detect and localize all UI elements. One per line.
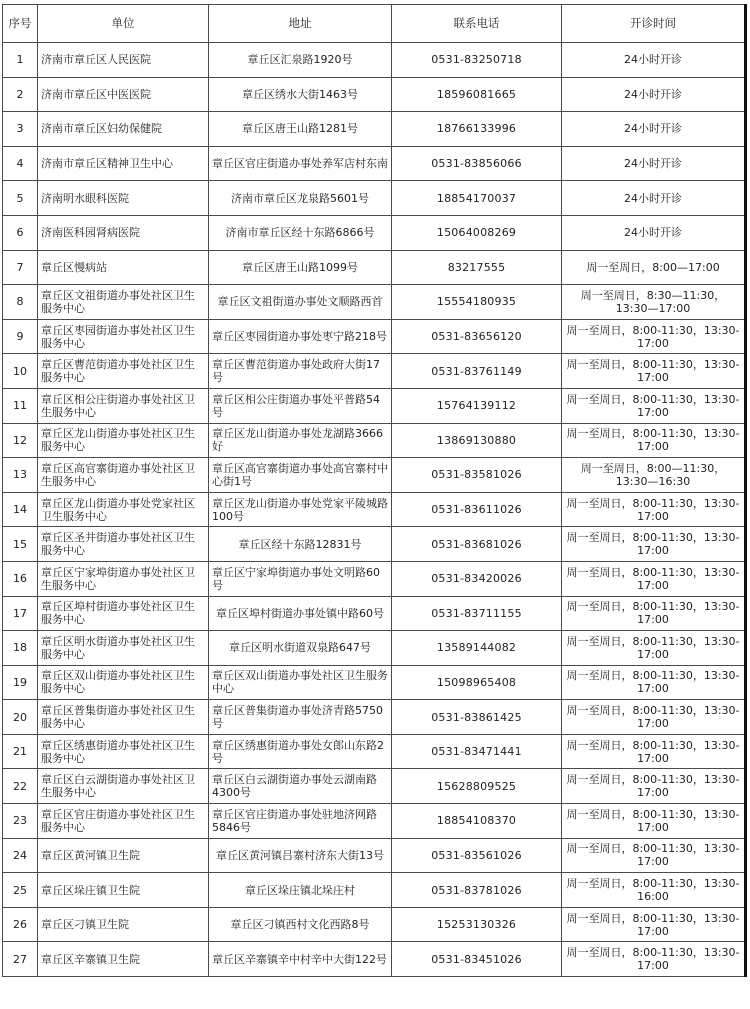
- unit-name-cell: 章丘区官庄街道办事处社区卫生服务中心: [38, 804, 209, 839]
- address-cell: 章丘区辛寨镇辛中村辛中大街122号: [209, 942, 392, 977]
- address-cell: 济南市章丘区龙泉路5601号: [209, 181, 392, 216]
- unit-name-cell: 济南市章丘区人民医院: [38, 43, 209, 78]
- table-row: [3, 873, 745, 908]
- hours-cell: 周一至周日，8:00-11:30，13:30-17:00: [562, 492, 745, 527]
- clinic-table: [2, 4, 745, 977]
- unit-name-cell: 章丘区圣井街道办事处社区卫生服务中心: [38, 527, 209, 562]
- phone-cell: 0531-83611026: [392, 492, 562, 527]
- phone-cell: 0531-83471441: [392, 734, 562, 769]
- phone-cell: 0531-83781026: [392, 873, 562, 908]
- hours-cell: 24小时开诊: [562, 181, 745, 216]
- unit-name-cell: 章丘区相公庄街道办事处社区卫生服务中心: [38, 388, 209, 423]
- unit-name-cell: 济南市章丘区中医医院: [38, 77, 209, 112]
- hours-cell: 周一至周日，8:00-11:30，13:30-17:00: [562, 665, 745, 700]
- phone-cell: 0531-83420026: [392, 561, 562, 596]
- unit-name-cell: 章丘区辛寨镇卫生院: [38, 942, 209, 977]
- address-cell: 章丘区官庄街道办事处养军店村东南: [209, 146, 392, 181]
- phone-cell: 13869130880: [392, 423, 562, 458]
- table-row: [3, 423, 745, 458]
- unit-name-cell: 章丘区枣园街道办事处社区卫生服务中心: [38, 319, 209, 354]
- unit-name-cell: 章丘区文祖街道办事处社区卫生服务中心: [38, 285, 209, 320]
- address-cell: 章丘区相公庄街道办事处平普路54号: [209, 388, 392, 423]
- hours-cell: 周一至周日，8:00-11:30，13:30-17:00: [562, 769, 745, 804]
- header-hours: 开诊时间: [562, 5, 745, 43]
- unit-name-cell: 章丘区曹范街道办事处社区卫生服务中心: [38, 354, 209, 389]
- row-number-cell: 24: [3, 838, 38, 873]
- header-phone: 联系电话: [392, 5, 562, 43]
- clinic-table-sheet: [2, 4, 744, 977]
- unit-name-cell: 章丘区绣惠街道办事处社区卫生服务中心: [38, 734, 209, 769]
- table-body: [3, 43, 745, 977]
- row-number-cell: 18: [3, 631, 38, 666]
- phone-cell: 18854170037: [392, 181, 562, 216]
- table-row: [3, 596, 745, 631]
- table-row: [3, 734, 745, 769]
- address-cell: 章丘区曹范街道办事处政府大街17号: [209, 354, 392, 389]
- row-number-cell: 26: [3, 907, 38, 942]
- right-frame-border: [744, 4, 747, 977]
- phone-cell: 0531-83581026: [392, 458, 562, 493]
- hours-cell: 24小时开诊: [562, 43, 745, 78]
- phone-cell: 15764139112: [392, 388, 562, 423]
- phone-cell: 0531-83561026: [392, 838, 562, 873]
- unit-name-cell: 济南市章丘区妇幼保健院: [38, 112, 209, 147]
- address-cell: 章丘区经十东路12831号: [209, 527, 392, 562]
- row-number-cell: 14: [3, 492, 38, 527]
- hours-cell: 周一至周日，8:00-11:30，13:30-17:00: [562, 804, 745, 839]
- phone-cell: 18766133996: [392, 112, 562, 147]
- address-cell: 章丘区文祖街道办事处文顺路西首: [209, 285, 392, 320]
- row-number-cell: 8: [3, 285, 38, 320]
- phone-cell: 0531-83861425: [392, 700, 562, 735]
- table-row: [3, 942, 745, 977]
- unit-name-cell: 章丘区慢病站: [38, 250, 209, 285]
- address-cell: 章丘区唐王山路1099号: [209, 250, 392, 285]
- table-row: [3, 112, 745, 147]
- row-number-cell: 15: [3, 527, 38, 562]
- hours-cell: 周一至周日，8:00—11:30，13:30—16:30: [562, 458, 745, 493]
- hours-cell: 24小时开诊: [562, 215, 745, 250]
- table-row: [3, 527, 745, 562]
- phone-cell: 0531-83656120: [392, 319, 562, 354]
- table-row: [3, 458, 745, 493]
- hours-cell: 24小时开诊: [562, 146, 745, 181]
- header-no: 序号: [3, 5, 38, 43]
- table-row: [3, 43, 745, 78]
- table-row: [3, 319, 745, 354]
- address-cell: 章丘区埠村街道办事处镇中路60号: [209, 596, 392, 631]
- address-cell: 章丘区高官寨街道办事处高官寨村中心街1号: [209, 458, 392, 493]
- table-row: [3, 804, 745, 839]
- table-row: [3, 215, 745, 250]
- unit-name-cell: 章丘区埠村街道办事处社区卫生服务中心: [38, 596, 209, 631]
- address-cell: 章丘区明水街道双泉路647号: [209, 631, 392, 666]
- header-address: 地址: [209, 5, 392, 43]
- address-cell: 章丘区双山街道办事处社区卫生服务中心: [209, 665, 392, 700]
- address-cell: 章丘区宁家埠街道办事处文明路60号: [209, 561, 392, 596]
- table-row: [3, 146, 745, 181]
- hours-cell: 周一至周日，8:00-11:30，13:30-17:00: [562, 838, 745, 873]
- table-row: [3, 285, 745, 320]
- table-row: [3, 181, 745, 216]
- row-number-cell: 12: [3, 423, 38, 458]
- unit-name-cell: 章丘区双山街道办事处社区卫生服务中心: [38, 665, 209, 700]
- row-number-cell: 2: [3, 77, 38, 112]
- unit-name-cell: 章丘区明水街道办事处社区卫生服务中心: [38, 631, 209, 666]
- unit-name-cell: 济南医科园肾病医院: [38, 215, 209, 250]
- table-row: [3, 700, 745, 735]
- hours-cell: 24小时开诊: [562, 112, 745, 147]
- table-row: [3, 250, 745, 285]
- phone-cell: 0531-83451026: [392, 942, 562, 977]
- hours-cell: 周一至周日，8:30—11:30，13:30—17:00: [562, 285, 745, 320]
- row-number-cell: 3: [3, 112, 38, 147]
- address-cell: 章丘区龙山街道办事处龙湖路3666好: [209, 423, 392, 458]
- phone-cell: 15064008269: [392, 215, 562, 250]
- unit-name-cell: 章丘区黄河镇卫生院: [38, 838, 209, 873]
- hours-cell: 周一至周日，8:00—17:00: [562, 250, 745, 285]
- phone-cell: 0531-83681026: [392, 527, 562, 562]
- phone-cell: 0531-83250718: [392, 43, 562, 78]
- hours-cell: 周一至周日，8:00-11:30，13:30-17:00: [562, 423, 745, 458]
- address-cell: 章丘区普集街道办事处济青路5750号: [209, 700, 392, 735]
- address-cell: 章丘区白云湖街道办事处云湖南路4300号: [209, 769, 392, 804]
- hours-cell: 周一至周日，8:00-11:30，13:30-17:00: [562, 631, 745, 666]
- address-cell: 济南市章丘区经十东路6866号: [209, 215, 392, 250]
- table-row: [3, 77, 745, 112]
- phone-cell: 0531-83711155: [392, 596, 562, 631]
- phone-cell: 13589144082: [392, 631, 562, 666]
- table-row: [3, 388, 745, 423]
- row-number-cell: 13: [3, 458, 38, 493]
- unit-name-cell: 章丘区垛庄镇卫生院: [38, 873, 209, 908]
- row-number-cell: 11: [3, 388, 38, 423]
- hours-cell: 周一至周日，8:00-11:30，13:30-17:00: [562, 596, 745, 631]
- address-cell: 章丘区黄河镇吕寨村济东大街13号: [209, 838, 392, 873]
- row-number-cell: 21: [3, 734, 38, 769]
- row-number-cell: 25: [3, 873, 38, 908]
- header-unit: 单位: [38, 5, 209, 43]
- table-row: [3, 907, 745, 942]
- row-number-cell: 1: [3, 43, 38, 78]
- phone-cell: 0531-83761149: [392, 354, 562, 389]
- unit-name-cell: 章丘区高官寨街道办事处社区卫生服务中心: [38, 458, 209, 493]
- unit-name-cell: 章丘区白云湖街道办事处社区卫生服务中心: [38, 769, 209, 804]
- row-number-cell: 20: [3, 700, 38, 735]
- phone-cell: 0531-83856066: [392, 146, 562, 181]
- address-cell: 章丘区官庄街道办事处驻地济网路5846号: [209, 804, 392, 839]
- hours-cell: 周一至周日，8:00-11:30，13:30-17:00: [562, 734, 745, 769]
- row-number-cell: 22: [3, 769, 38, 804]
- hours-cell: 24小时开诊: [562, 77, 745, 112]
- phone-cell: 83217555: [392, 250, 562, 285]
- row-number-cell: 4: [3, 146, 38, 181]
- row-number-cell: 23: [3, 804, 38, 839]
- phone-cell: 15098965408: [392, 665, 562, 700]
- hours-cell: 周一至周日，8:00-11:30，13:30-16:00: [562, 873, 745, 908]
- address-cell: 章丘区刁镇西村文化西路8号: [209, 907, 392, 942]
- unit-name-cell: 章丘区刁镇卫生院: [38, 907, 209, 942]
- hours-cell: 周一至周日，8:00-11:30，13:30-17:00: [562, 942, 745, 977]
- row-number-cell: 27: [3, 942, 38, 977]
- row-number-cell: 9: [3, 319, 38, 354]
- hours-cell: 周一至周日，8:00-11:30，13:30-17:00: [562, 527, 745, 562]
- unit-name-cell: 章丘区龙山街道办事处党家社区卫生服务中心: [38, 492, 209, 527]
- row-number-cell: 10: [3, 354, 38, 389]
- row-number-cell: 16: [3, 561, 38, 596]
- table-row: [3, 838, 745, 873]
- address-cell: 章丘区龙山街道办事处党家平陵城路100号: [209, 492, 392, 527]
- address-cell: 章丘区绣水大街1463号: [209, 77, 392, 112]
- row-number-cell: 6: [3, 215, 38, 250]
- address-cell: 章丘区垛庄镇北垛庄村: [209, 873, 392, 908]
- unit-name-cell: 章丘区宁家埠街道办事处社区卫生服务中心: [38, 561, 209, 596]
- phone-cell: 15253130326: [392, 907, 562, 942]
- hours-cell: 周一至周日，8:00-11:30，13:30-17:00: [562, 907, 745, 942]
- table-header-row: [3, 5, 745, 43]
- row-number-cell: 5: [3, 181, 38, 216]
- row-number-cell: 19: [3, 665, 38, 700]
- row-number-cell: 17: [3, 596, 38, 631]
- hours-cell: 周一至周日，8:00-11:30，13:30-17:00: [562, 561, 745, 596]
- hours-cell: 周一至周日，8:00-11:30，13:30-17:00: [562, 354, 745, 389]
- unit-name-cell: 章丘区普集街道办事处社区卫生服务中心: [38, 700, 209, 735]
- hours-cell: 周一至周日，8:00-11:30，13:30-17:00: [562, 319, 745, 354]
- table-row: [3, 492, 745, 527]
- phone-cell: 15554180935: [392, 285, 562, 320]
- unit-name-cell: 济南明水眼科医院: [38, 181, 209, 216]
- table-row: [3, 354, 745, 389]
- address-cell: 章丘区唐王山路1281号: [209, 112, 392, 147]
- address-cell: 章丘区汇泉路1920号: [209, 43, 392, 78]
- unit-name-cell: 章丘区龙山街道办事处社区卫生服务中心: [38, 423, 209, 458]
- table-row: [3, 631, 745, 666]
- hours-cell: 周一至周日，8:00-11:30，13:30-17:00: [562, 700, 745, 735]
- table-row: [3, 769, 745, 804]
- address-cell: 章丘区枣园街道办事处枣宁路218号: [209, 319, 392, 354]
- unit-name-cell: 济南市章丘区精神卫生中心: [38, 146, 209, 181]
- table-row: [3, 665, 745, 700]
- address-cell: 章丘区绣惠街道办事处女郎山东路2号: [209, 734, 392, 769]
- phone-cell: 15628809525: [392, 769, 562, 804]
- table-row: [3, 561, 745, 596]
- phone-cell: 18596081665: [392, 77, 562, 112]
- phone-cell: 18854108370: [392, 804, 562, 839]
- hours-cell: 周一至周日，8:00-11:30，13:30-17:00: [562, 388, 745, 423]
- row-number-cell: 7: [3, 250, 38, 285]
